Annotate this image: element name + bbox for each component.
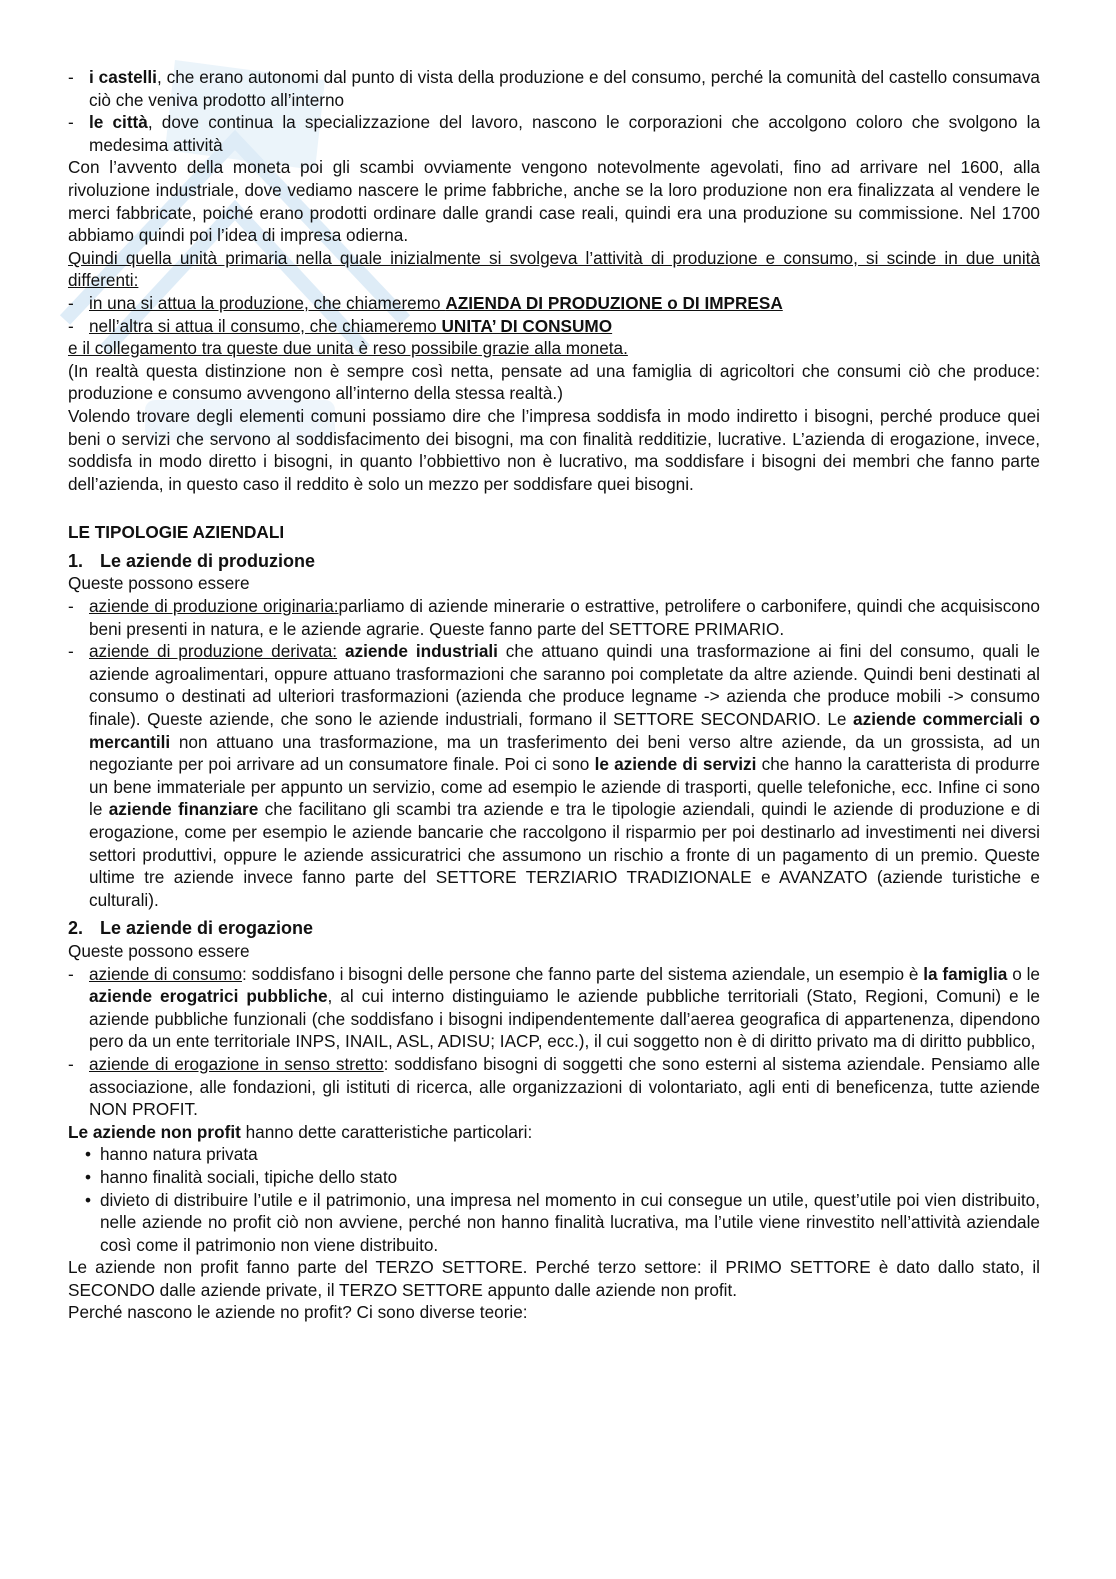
paragraph-elementi-comuni: Volendo trovare degli elementi comuni possiamo dire che l’impresa soddisfa in modo indiretto i bisogni, perché produce quei beni o servizi che servono al soddisfacimento dei bisogni, ma con finalità redditizie, lucrative. L’azienda di erogazione, invece, soddisfa in modo diretto i bisogni, in quanto l’obbiettivo non è lucrativo, ma soddisfare i bisogni dei membri che fanno parte dell’azienda, in questo caso il reddito è solo un mezzo per soddisfare quei bisogni.: [68, 405, 1040, 494]
bullet-text: hanno natura privata: [100, 1144, 258, 1165]
term-castelli: i castelli: [89, 67, 157, 87]
term-aziende-servizi: le aziende di servizi: [594, 754, 757, 775]
paragraph-collegamento: [68, 337, 1040, 360]
dash-marker: -: [68, 641, 74, 662]
term-citta: le città: [89, 112, 148, 133]
intro-text: Queste possono essere: [68, 573, 250, 594]
spacer: [68, 495, 1040, 517]
term-azienda-produzione: AZIENDA DI PRODUZIONE o DI IMPRESA: [445, 292, 783, 313]
dash-marker: -: [68, 596, 74, 617]
heading-number: 1.: [68, 550, 84, 571]
underlined-term: aziende di consumo: [89, 963, 242, 984]
list-item-text: , che erano autonomi dal punto di vista della produzione e del consumo, perché la comunità del castello consumava ciò che veniva prodotto all’interno: [89, 67, 1040, 110]
subsection-heading-erogazione: [68, 917, 1040, 940]
list-item-senso-stretto: [68, 1053, 1040, 1121]
list-item-text: non attuano una trasformazione, ma un trasferimento dei beni verso altre aziende, da un grossista, ad un negoziante per poi arrivare ad un consumatore finale. Poi ci sono: [89, 731, 1040, 775]
dash-marker: -: [68, 1053, 74, 1074]
list-item-text: che hanno la caratterista di produrre un bene immateriale per appunto un servizio, come ad esempio le aziende di trasporti, quelle telefoniche, ecc. Infine ci sono le: [89, 754, 1040, 820]
bullet-text: hanno finalità sociali, tipiche dello stato: [100, 1166, 398, 1187]
underlined-text: [89, 293, 783, 313]
dash-marker: -: [68, 315, 74, 336]
paragraph-distinzione: (In realtà questa distinzione non è sempre così netta, pensate ad una famiglia di agricoltori che consumi ciò che produce: produzione e consumo avvengono all’interno della stessa realtà.): [68, 360, 1040, 404]
list-item-text: nell’altra si attua il consumo, che chiameremo: [89, 315, 442, 336]
list-item-text: : soddisfano i bisogni delle persone che fanno parte del sistema aziendale, un esempio è: [242, 963, 924, 984]
subsection-heading-produzione: [68, 550, 1040, 573]
list-item-text: parliamo di aziende minerarie o estrattive, petrolifere o carbonifere, quindi che acquisiscono beni presenti in natura, e le aziende agrarie. Queste fanno parte del SETTORE PRIMARIO.: [89, 596, 1040, 639]
heading-text: Le aziende di erogazione: [100, 918, 314, 939]
list-item-text: che facilitano gli scambi tra aziende e tra le tipologie aziendali, quindi le aziende di produzione e di erogazione, come per esempio le aziende bancarie che raccolgono il risparmio per poi destinarlo ad investimenti nei diversi settori produttivi, oppure le aziende assicuratrici che assumono un rischio a fronte di un pagamento di un premio. Queste ultime tre aziende invece fanno parte del SETTORE TERZIARIO TRADIZIONALE e AVANZATO (aziende turistiche e culturali).: [89, 799, 1041, 910]
underlined-term: aziende di produzione originaria:: [89, 596, 339, 617]
list-item-text: , dove continua la specializzazione del lavoro, nascono le corporazioni che accolgono coloro che svolgono la medesima attività: [89, 112, 1041, 155]
underlined-term: aziende di produzione derivata:: [89, 641, 338, 662]
document-body: [68, 66, 1040, 1324]
term-aziende-industriali: aziende industriali: [344, 641, 498, 662]
term-aziende-commerciali: aziende commerciali o mercantili: [89, 709, 1040, 752]
bullet-marker: •: [85, 1144, 92, 1165]
list-item-text: o le: [1007, 963, 1040, 984]
heading-text: Le aziende di produzione: [100, 550, 316, 571]
paragraph-moneta: Con l’avvento della moneta poi gli scambi ovviamente vengono notevolmente agevolati, fino ad arrivare nel 1600, alla rivoluzione industriale, dove vediamo nascere le prime fabbriche, anche se la loro produzione non era finalizzata al vendere le merci fabbricate, poiché erano prodotti ordinare dalle grandi case reali, quindi era una produzione su commissione. Nel 1700 abbiamo quindi poi l’idea di impresa odierna.: [68, 157, 1040, 246]
heading-number: 2.: [68, 918, 84, 939]
dash-marker: -: [68, 112, 74, 133]
bullet-item: [68, 1189, 1040, 1257]
term-aziende-pubbliche: aziende erogatrici pubbliche: [89, 986, 328, 1007]
paragraph-terzo-settore: Le aziende non profit fanno parte del TERZO SETTORE. Perché terzo settore: il PRIMO SETTORE è dato dallo stato, il SECONDO dalle aziende private, il TERZO SETTORE appunto dalle aziende non profit.: [68, 1257, 1040, 1300]
underlined-text: Quindi quella unità primaria nella quale inizialmente si svolgeva l’attività di produzione e consumo, si scinde in due unità differenti:: [68, 247, 1040, 291]
paragraph-text: hanno dette caratteristiche particolari:: [240, 1121, 533, 1142]
bullet-marker: •: [85, 1189, 92, 1210]
space: [337, 641, 345, 661]
section-title: LE TIPOLOGIE AZIENDALI: [68, 522, 285, 543]
list-item-originaria: [68, 595, 1040, 640]
term-unita-consumo: UNITA’ DI CONSUMO: [441, 315, 613, 336]
term-famiglia: la famiglia: [923, 963, 1008, 984]
dash-marker: -: [68, 963, 74, 984]
list-item-derivata: [68, 640, 1040, 911]
list-item-consumo: [68, 315, 1040, 338]
list-item-citta: [68, 111, 1040, 156]
underlined-text: [89, 316, 612, 336]
paragraph-unita-primaria: [68, 247, 1040, 292]
intro-text: Queste possono essere: [68, 940, 250, 961]
term-aziende-finanziare: aziende finanziare: [108, 799, 259, 820]
list-item-consumo-aziende: [68, 963, 1040, 1053]
dash-marker: -: [68, 292, 74, 313]
bullet-text: divieto di distribuire l’utile e il patrimonio, una impresa nel momento in cui consegue un utile, quest’utile poi vien distribuito, nelle aziende no profit ciò non avviene, perché non hanno finalità lucrativa, ma l’utile viene rinvestito nell’attività aziendale così come il patrimonio non viene distribuito.: [100, 1189, 1040, 1255]
list-item-castelli: [68, 66, 1040, 111]
dash-marker: -: [68, 67, 74, 87]
list-item-produzione: [68, 292, 1040, 315]
bullet-item: [68, 1166, 1040, 1189]
underlined-text: e il collegamento tra queste due unita è reso possibile grazie alla moneta.: [68, 338, 628, 359]
paragraph-non-profit: [68, 1121, 1040, 1144]
list-item-text: : soddisfano bisogni di soggetti che sono esterni al sistema aziendale. Pensiamo alle associazione, alle fondazioni, gli istituti di ricerca, alle organizzazioni di volontariato, agli enti di beneficenza, tutte aziende NON PROFIT.: [89, 1053, 1040, 1120]
list-item-text: , al cui interno distinguiamo le aziende pubbliche territoriali (Stato, Regioni, Comuni) e le aziende pubbliche funzionali (che soddisfano i bisogni indipendentemente dall’aerea geografica di appartenenza, dipendono pero da un ente territoriale INPS, INAIL, ASL, ADISU; IACP, ecc.), il cui soggetto non è di diritto privato ma di diritto pubblico,: [89, 986, 1040, 1052]
bullet-marker: •: [85, 1166, 92, 1187]
list-item-text: che attuano quindi una trasformazione ai fini del consumo, quali le aziende agroalimentari, oppure attuano trasformazioni che saranno poi completate da altre aziende. Quindi beni destinati al consumo o destinati ad ulteriori trasformazioni (azienda che produce legname -> azienda che produce mobili -> consumo finale). Queste aziende, che sono le aziende industriali, formano il SETTORE SECONDARIO. Le: [89, 641, 1040, 730]
paragraph-teorie: Perché nascono le aziende no profit? Ci sono diverse teorie:: [68, 1302, 528, 1323]
list-item-text: in una si attua la produzione, che chiameremo: [89, 292, 446, 313]
bullet-item: [68, 1143, 1040, 1166]
term-non-profit: Le aziende non profit: [68, 1121, 241, 1142]
underlined-term: aziende di erogazione in senso stretto: [89, 1053, 384, 1074]
